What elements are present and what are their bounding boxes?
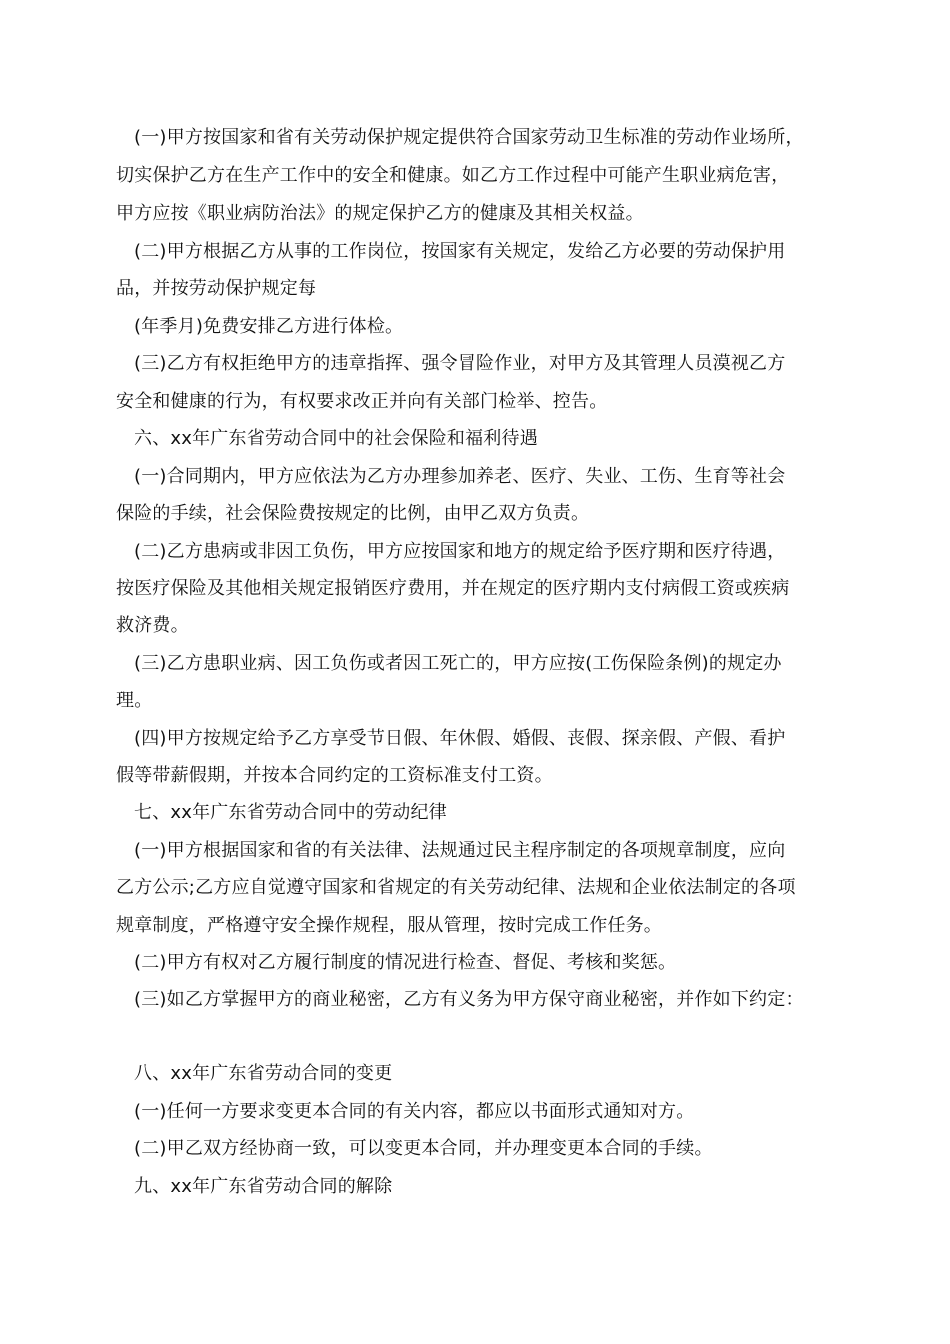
text-line: (三)如乙方掌握甲方的商业秘密，乙方有义务为甲方保守商业秘密，并作如下约定：: [134, 989, 804, 1010]
text-line: 乙方公示;乙方应自觉遵守国家和省规定的有关劳动纪律、法规和企业依法制定的各项: [116, 877, 796, 898]
text-line: (一)合同期内，甲方应依法为乙方办理参加养老、医疗、失业、工伤、生育等社会: [134, 466, 786, 487]
section-heading: 八、xx年广东省劳动合同的变更: [134, 1063, 393, 1084]
text-line: (二)甲方根据乙方从事的工作岗位，按国家有关规定，发给乙方必要的劳动保护用: [134, 241, 786, 262]
text-line: (年季月)免费安排乙方进行体检。: [134, 316, 404, 337]
text-line: 救济费。: [116, 615, 189, 636]
text-line: 理。: [116, 690, 153, 711]
text-line: 保险的手续，社会保险费按规定的比例，由甲乙双方负责。: [116, 503, 590, 524]
text-line: 甲方应按《职业病防治法》的规定保护乙方的健康及其相关权益。: [116, 203, 644, 224]
section-heading: 六、xx年广东省劳动合同中的社会保险和福利待遇: [134, 428, 538, 449]
text-line: 按医疗保险及其他相关规定报销医疗费用，并在规定的医疗期内支付病假工资或疾病: [116, 578, 790, 599]
text-line: (一)甲方根据国家和省的有关法律、法规通过民主程序制定的各项规章制度，应向: [134, 840, 786, 861]
text-line: (一)甲方按国家和省有关劳动保护规定提供符合国家劳动卫生标准的劳动作业场所，: [134, 127, 804, 148]
text-line: 安全和健康的行为，有权要求改正并向有关部门检举、控告。: [116, 391, 608, 412]
text-line: (二)乙方患病或非因工负伤，甲方应按国家和地方的规定给予医疗期和医疗待遇，: [134, 541, 786, 562]
text-line: (三)乙方患职业病、因工负伤或者因工死亡的，甲方应按(工伤保险条例)的规定办: [134, 653, 782, 674]
text-line: (三)乙方有权拒绝甲方的违章指挥、强令冒险作业，对甲方及其管理人员漠视乙方: [134, 353, 786, 374]
section-heading: 七、xx年广东省劳动合同中的劳动纪律: [134, 802, 447, 823]
text-line: 切实保护乙方在生产工作中的安全和健康。如乙方工作过程中可能产生职业病危害，: [116, 165, 790, 186]
text-line: 品，并按劳动保护规定每: [116, 278, 317, 299]
text-line: 假等带薪假期，并按本合同约定的工资标准支付工资。: [116, 765, 553, 786]
text-line: (二)甲方有权对乙方履行制度的情况进行检查、督促、考核和奖惩。: [134, 952, 677, 973]
text-line: (一)任何一方要求变更本合同的有关内容，都应以书面形式通知对方。: [134, 1101, 695, 1122]
text-line: (四)甲方按规定给予乙方享受节日假、年休假、婚假、丧假、探亲假、产假、看护: [134, 728, 786, 749]
text-line: (二)甲乙双方经协商一致，可以变更本合同，并办理变更本合同的手续。: [134, 1138, 713, 1159]
text-line: 规章制度，严格遵守安全操作规程，服从管理，按时完成工作任务。: [116, 915, 662, 936]
section-heading: 九、xx年广东省劳动合同的解除: [134, 1176, 393, 1197]
